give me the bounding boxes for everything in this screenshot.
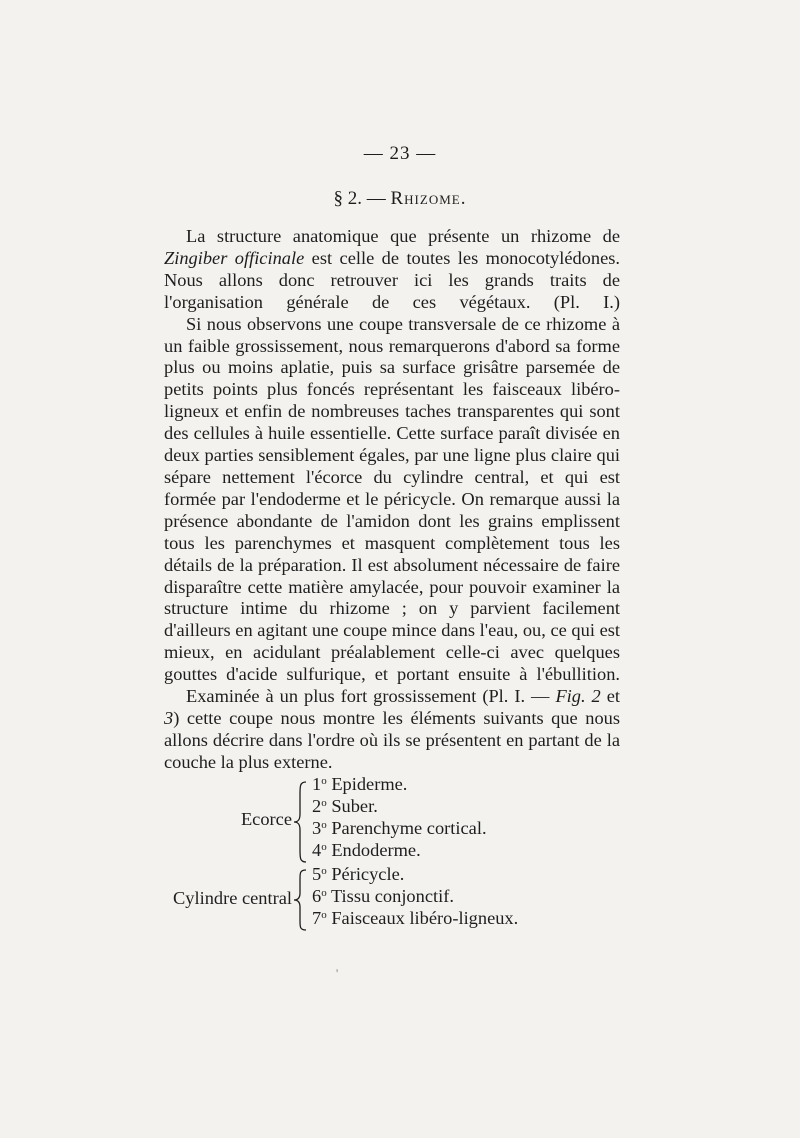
brace-ecorce (292, 780, 310, 864)
paragraph-1 (164, 226, 620, 314)
brace-cylindre-central (292, 868, 310, 932)
page-number: — 23 — (363, 143, 437, 164)
tissue-number: 4$^o$ (312, 840, 327, 860)
tissue-item (312, 864, 404, 885)
tissue-name: Epiderme. (331, 774, 408, 794)
paragraph-3-fig-ref-2: 3 (164, 707, 174, 728)
paragraph-1-part-1: La structure anatomique que présente un rhizome de (186, 226, 620, 246)
paragraph-3-part-5: ) cette coupe nous montre les éléments suivants que nous allons décrire dans l'ordre où ils se présentent en partant de la couche la plus externe. (164, 707, 620, 772)
tissue-item (312, 818, 487, 839)
tissue-number: 1$^o$ (312, 774, 327, 794)
tissue-item (312, 840, 421, 861)
tissue-name: Parenchyme cortical. (331, 818, 487, 838)
tissue-name: Faisceaux libéro-ligneux. (331, 908, 519, 928)
tissue-item (312, 774, 407, 795)
section-number: § 2. — (333, 188, 386, 209)
paragraph-2-text: Si nous observons une coupe transversale de ce rhizome à un faible grossissement, nous remarquerons d'abord sa forme plus ou moins aplatie, puis sa surface grisâtre parsemée de petits points plus foncés représentant les faisceaux libéro-ligneux et enfin de nombreuses taches transparentes qui sont des cellules à huile essentielle. Cette surface paraît divisée en deux parties sensiblement égales, par une ligne plus claire qui sépare nettement l'écorce du cylindre central, et qui est formée par l'endoderme et le péricycle. On remarque aussi la présence abondante de l'amidon dont les grains emplissent tous les parenchymes et masquent complètement tous les détails de la préparation. Il est absolument nécessaire de faire disparaître cette matière amylacée, pour pouvoir examiner la structure intime du rhizome ; on y parvient facilement d'ailleurs en agitant une coupe mince dans l'eau, ou, ce qui est mieux, en acidulant préalablement celle-ci avec quelques gouttes d'acide sulfurique, et portant ensuite à l'ébullition. (164, 313, 620, 685)
tissue-name: Péricycle. (331, 864, 405, 884)
tissue-name: Tissu conjonctif. (330, 886, 454, 906)
tissue-number: 6$^o$ (312, 886, 327, 906)
tissue-item (312, 796, 378, 817)
tissue-name: Endoderme. (331, 840, 421, 860)
tissue-item (312, 908, 518, 929)
tissue-number: 5$^o$ (312, 864, 327, 884)
paragraph-1-part-3: est celle de toutes les monocotylédones. Nous allons donc retrouver ici les grands traits de l'organisation générale de ces végétaux. (Pl. I.) (164, 247, 620, 312)
paragraph-1-species-name: Zingiber officinale (164, 247, 305, 268)
section-heading (0, 188, 800, 210)
paragraph-3-part-3: et (600, 686, 620, 707)
tissue-item (312, 886, 454, 907)
paragraph-3-part-1: Examinée à un plus fort grossissement (Pl. I. — (186, 686, 556, 707)
group-label-cylindre-central: Cylindre central (173, 888, 292, 908)
body-text (164, 226, 620, 774)
tissue-name: Suber. (331, 796, 378, 816)
tissue-number: 3$^o$ (312, 818, 327, 838)
section-title: Rhizome. (390, 188, 467, 209)
paragraph-3-fig-ref: Fig. 2 (555, 686, 601, 707)
paragraph-3 (164, 686, 620, 774)
tissue-number: 2$^o$ (312, 796, 327, 816)
tissue-number: 7$^o$ (312, 908, 327, 928)
group-label-ecorce: Ecorce (240, 809, 292, 829)
paragraph-2 (164, 314, 620, 686)
stray-mark: ' (336, 966, 339, 980)
